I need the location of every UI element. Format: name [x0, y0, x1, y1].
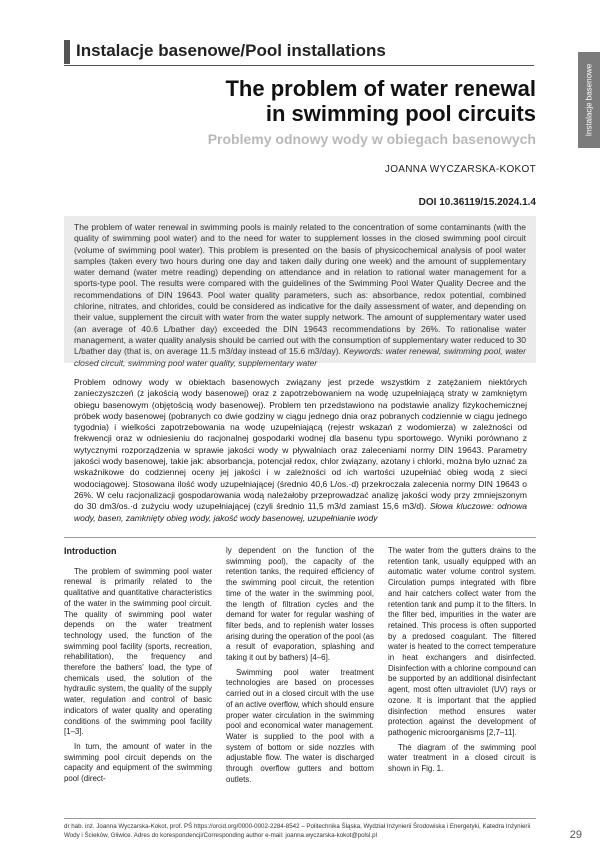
- footnote-rule: [64, 818, 536, 819]
- title-line-2: in swimming pool circuits: [265, 101, 536, 126]
- page-number: 29: [569, 829, 582, 841]
- running-header: [64, 40, 534, 66]
- english-abstract: [64, 216, 536, 369]
- english-abstract-text: The problem of water renewal in swimming pools is mainly related to the concentration of some contaminants (with the quality of swimming pool water) and to the need for water to supplement losses in the closed swimming pool circuit (volume of swimming pool water). This problem is presented on the basis of physicochemical analysis of pool water samples (taken every two hours during one day and taken daily during one week) and the amount of supplementary water demand (water metre reading) depending on attendance and in relation to rational water management for a sports-type pool. The results were compared with the guidelines of the Swimming Pool Water Quality Decree and the recommendations of DIN 19643. Pool water quality parameters, such as: absorbance, redox potential, combined chlorine, nitrates, and chlorides, could be considered as indicative for the daily assessment of water, and depending on their value, supplement the circuit with water from the water supply network. The amount of supplementary water used (an average of 40.6 L/bather day) exceeded the DIN 19643 recommendations by 26%. To rationalise water management, a water quality analysis should be carried out with the consumption of supplementary water reduced to 30 L/bather day (that is, on average 11.5 m3/day instead of 15.6 m3/day).: [74, 222, 526, 357]
- section-side-tab: [578, 52, 600, 148]
- paragraph: Swimming pool water treatment technologies are based on processes carried out in a closed circuit with the use of an active overflow, which should ensure proper water circulation in the swimming pool and economical water management. Water is supplied to the pool with a system of bottom or side nozzles with adjustable flow. The water is discharged through overflow gutters and bottom outlets.: [226, 667, 374, 784]
- introduction-heading: Introduction: [64, 546, 117, 556]
- english-keywords: Keywords: water renewal, swimming pool, water closed circuit, swimming pool water quality, supplementary water: [74, 346, 526, 368]
- paragraph: The diagram of the swimming pool water treatment in a closed circuit is shown in Fig. 1.: [388, 742, 536, 774]
- section-divider: [64, 537, 536, 538]
- paragraph: In turn, the amount of water in the swimming pool circuit depends on the capacity and equipment of the swimming pool (direct-: [64, 741, 212, 784]
- body-column-2: [226, 546, 374, 785]
- body-column-3: [388, 546, 536, 775]
- paragraph: The problem of swimming pool water renewal is primarily related to the qualitative and quantitative characteristics of the water in the swimming pool circuit. The quality of swimming pool water depends on the water treatment technology used, the function of the swimming pool facility (sports, recreation, rehabilitation), the frequency and therefore the bathers' load, the type of chemicals used, the solution of the hydraulic system, the quality of the supply water, regulation and control of basic indicators of water quality and operating conditions of the swimming pool facility [1–3].: [64, 566, 212, 737]
- author-name: JOANNA WYCZARSKA-KOKOT: [384, 164, 536, 175]
- doi: DOI 10.36119/15.2024.1.4: [418, 197, 536, 208]
- article-subtitle: Problemy odnowy wody w obiegach basenowych: [207, 131, 536, 147]
- polish-keywords: Słowa kluczowe: odnowa wody, basen, zamknięty obieg wody, jakość wody basenowej, uzupełnianie wody: [74, 501, 527, 523]
- body-column-1: [64, 546, 212, 785]
- header-rule: [64, 65, 534, 66]
- polish-abstract: [74, 377, 527, 524]
- header-title: Instalacje basenowe/Pool installations: [76, 41, 386, 60]
- title-line-1: The problem of water renewal: [225, 76, 536, 101]
- author-footnote: dr hab. inż. Joanna Wyczarska-Kokot, prof. PŚ https://orcid.org/0000-0002-2284-8542 – Politechnika Śląska, Wydział Inżynierii Środowiska i Energetyki, Katedra Inżynierii Wody i Ścieków, Gliwice. Adres do korespondencji/Corresponding author e-mail: joanna.wyczarska-kokot@polsl.pl: [64, 823, 531, 839]
- polish-abstract-text: Problem odnowy wody w obiektach basenowych związany jest przede wszystkim z zatężaniem niektórych zanieczyszczeń (z jakością wody basenowej) oraz z zapotrzebowaniem na wodę uzupełniającą straty w zamkniętym obiegu basenowym (objętością wody basenowej). Problem ten przedstawiono na podstawie analizy fizykochemicznej próbek wody basenowej (pobranych co dwie godziny w ciągu jednego dnia oraz pobranych codziennie w ciągu jednego tygodnia) i wielkości zapotrzebowania na wodę uzupełniającą (rejestr wskazań z wodomierza) w zależności od frekwencji oraz w odniesieniu do racjonalnej gospodarki wodnej dla basenu typu sportowego. Wyniki porównano z wytycznymi rozporządzenia w sprawie jakości wody w pływalniach oraz zaleceniami normy DIN 19643. Parametry jakości wody basenowej, takie jak: absorbancja, potencjał redox, chlor związany, azotany i chlorki, można było uznać za wskaźnikowe do codziennej oceny jej jakości i w zależności od ich wartości uzupełniać obieg wodą z sieci wodociągowej. Stosowana ilość wody uzupełniającej (średnio 40,6 L/os.·d) przekroczała zalecenia normy DIN 19643 o 26%. W celu racjonalizacji gospodarowania wodą należałoby przeprowadzać analizę jakości wody przy zmniejszonym do 30 dm3/os.·d zużyciu wody uzupełniającej (czyli średnio 11,5 m3/d zamiast 15,6 m3/d).: [74, 377, 527, 512]
- header-accent-bar: [64, 40, 70, 64]
- english-abstract-box: [64, 216, 536, 368]
- paragraph: ly dependent on the function of the swimming pool), the capacity of the retention tanks, the required efficiency of the swimming pool circuit, the retention time of the water in the swimming pool, the length of filtration cycles and the demand for water for regular washing of filter beds, and to replenish water losses arising during the operation of the pool (as a result of evaporation, splashing and taking it out by bathers) [4–6].: [226, 546, 374, 663]
- paragraph: The water from the gutters drains to the retention tank, usually equipped with an automatic water volume control system. Circulation pumps integrated with fibre and hair catchers collect water from the retention tank and pump it to the filters. In the filter bed, impurities in the water are retained. This process is often supported by a predosed coagulant. The filtered water is heated to the correct temperature in heat exchangers and disinfected. Disinfection with a chlorine compound can be supported by an additional disinfectant agent, most often ultraviolet (UV) rays or ozone. It is important that the applied disinfection method ensures water protection against the development of pathogenic microorganisms [2,7–11].: [388, 546, 536, 737]
- article-title: [76, 76, 536, 126]
- side-tab-label: Instalacje basenowe: [584, 63, 594, 137]
